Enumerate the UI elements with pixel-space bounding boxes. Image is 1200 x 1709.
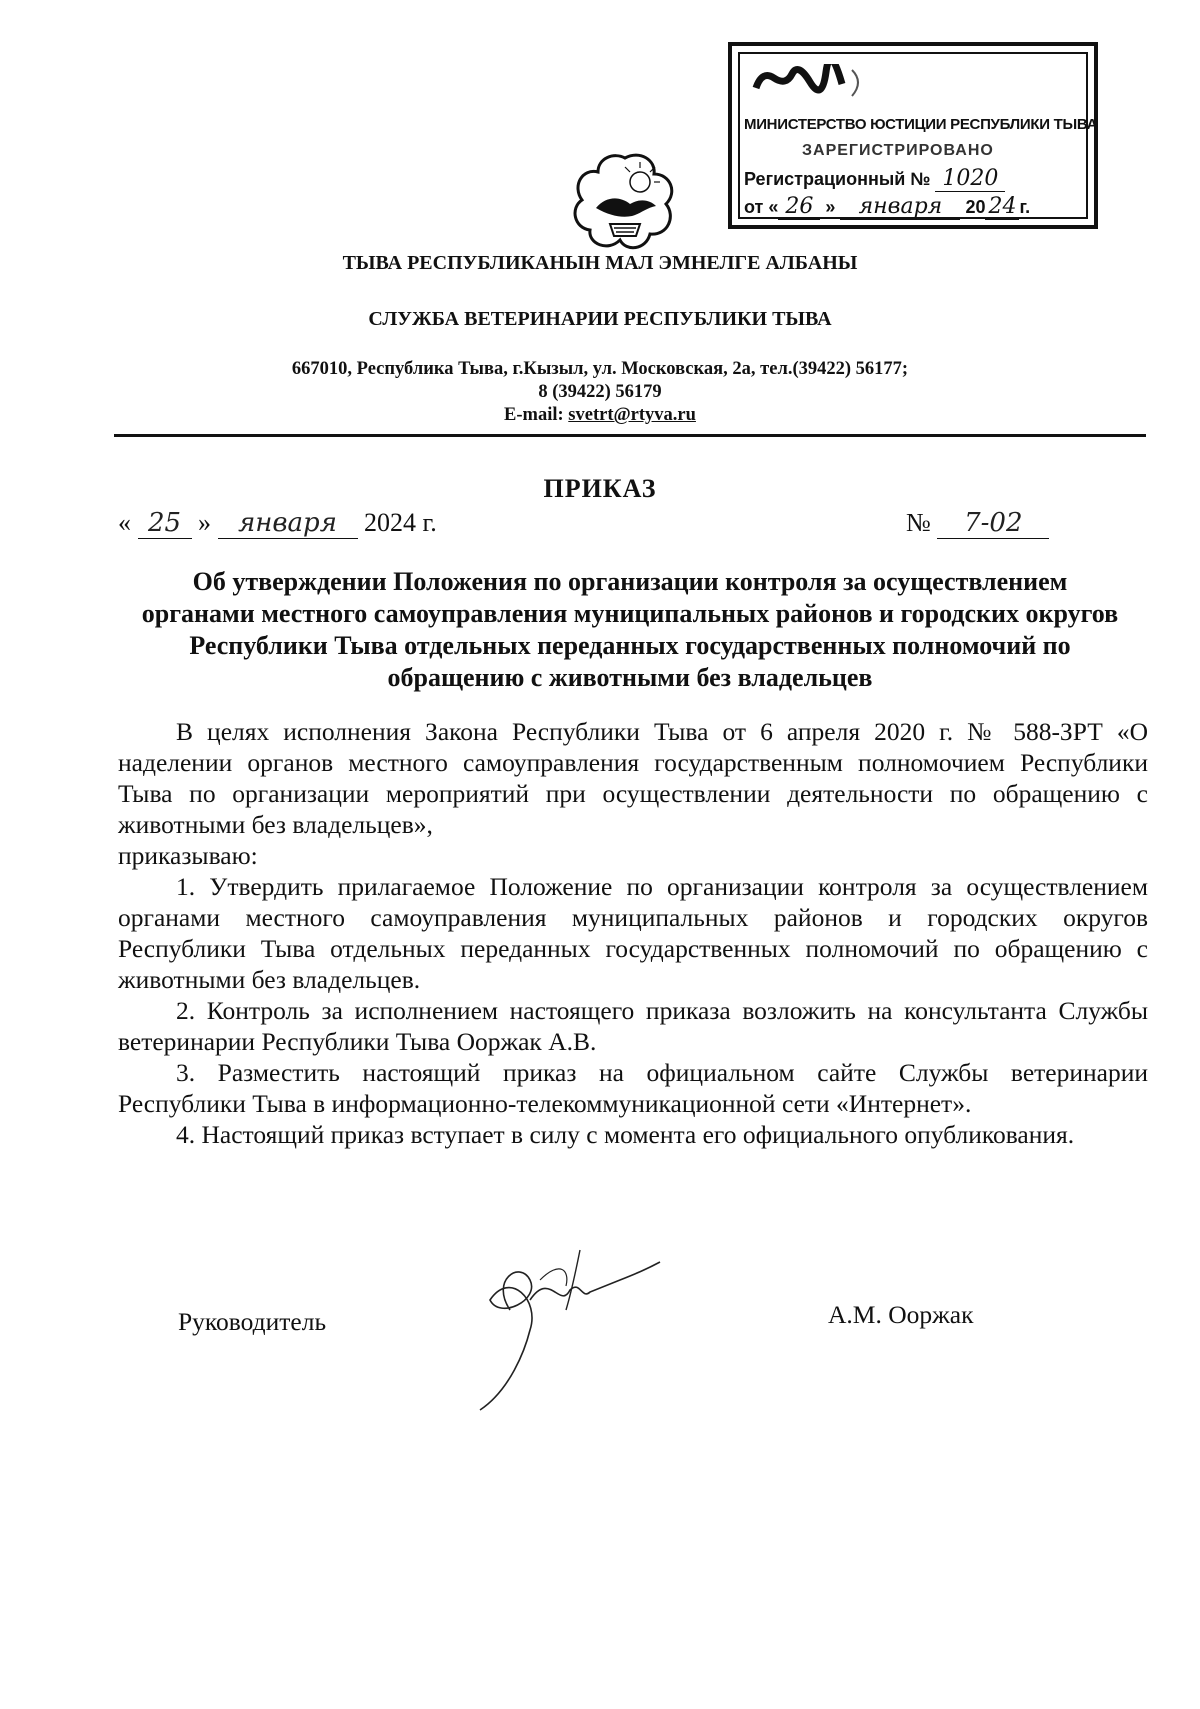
address-line-2: 8 (39422) 56179 xyxy=(538,382,662,402)
stamp-reg-line xyxy=(744,166,1005,192)
order-year: 2024 г. xyxy=(364,508,437,537)
signer-name: А.М. Ооржак xyxy=(828,1300,974,1329)
address-line-1: 667010, Республика Тыва, г.Кызыл, ул. Московская, 2а, тел.(39422) 56177; xyxy=(291,359,909,379)
stamp-reg-number: 1020 xyxy=(935,166,1005,192)
order-month: января xyxy=(218,508,358,539)
stamp-year-end: г. xyxy=(1019,197,1031,217)
stamp-status: ЗАРЕГИСТРИРОВАНО xyxy=(802,142,994,159)
stamp-year-suffix: 24 xyxy=(985,194,1019,220)
stamp-date-line xyxy=(744,194,1030,220)
order-word: приказываю: xyxy=(118,841,258,870)
order-body xyxy=(118,716,1148,1150)
registration-stamp xyxy=(728,42,1098,229)
header-divider xyxy=(114,434,1146,437)
order-subject: Об утверждении Положения по организации контроля за осуществлением органами местного самоуправления муниципальных районов и городских округов Республики Тыва отдельных переданных государственных полномочий по обращению с животными без владельцев xyxy=(141,567,1119,692)
item-3: 3. Разместить настоящий приказ на официальном сайте Службы ветеринарии Республики Тыва в информационно-телекоммуникационной сети «Интернет». xyxy=(118,1058,1148,1118)
handwritten-signature-icon xyxy=(470,1240,680,1420)
order-date-quote-close: » xyxy=(198,508,211,537)
order-title: ПРИКАЗ xyxy=(543,474,657,503)
stamp-date-mid: » xyxy=(825,197,836,217)
preamble: В целях исполнения Закона Республики Тыва от 6 апреля 2020 г. № 588-ЗРТ «О наделении органов местного самоуправления государственным полномочием Республики Тыва по организации мероприятий при осуществлении деятельности по обращению с животными без владельцев», xyxy=(118,717,1148,839)
item-4: 4. Настоящий приказ вступает в силу с момента его официального опубликования. xyxy=(176,1120,1075,1149)
stamp-date-prefix: от « xyxy=(744,197,779,217)
tuva-emblem-icon xyxy=(570,152,680,252)
signer-role: Руководитель xyxy=(178,1307,327,1336)
email-label: E-mail: xyxy=(504,405,569,425)
order-day: 25 xyxy=(138,508,192,539)
order-date-quote-open: « xyxy=(118,508,131,537)
header-russian-name: СЛУЖБА ВЕТЕРИНАРИИ РЕСПУБЛИКИ ТЫВА xyxy=(368,308,832,330)
stamp-reg-label: Регистрационный № xyxy=(744,169,931,189)
header-tuvan-name: ТЫВА РЕСПУБЛИКАНЫН МАЛ ЭМНЕЛГЕ АЛБАНЫ xyxy=(342,252,858,274)
email-link[interactable]: svetrt@rtyva.ru xyxy=(568,405,696,425)
order-number-value: 7-02 xyxy=(937,508,1049,539)
order-number xyxy=(906,508,1049,539)
stamp-day: 26 xyxy=(778,194,820,220)
order-date xyxy=(118,508,437,539)
email-line xyxy=(0,404,1200,427)
stamp-ink-blot-icon xyxy=(752,64,872,100)
item-1: 1. Утвердить прилагаемое Положение по организации контроля за осуществлением органами местного самоуправления муниципальных районов и городских округов Республики Тыва отдельных переданных государственных полномочий по обращению с животными без владельцев. xyxy=(118,872,1148,994)
stamp-year-prefix: 20 xyxy=(965,197,986,217)
header-address xyxy=(0,358,1200,427)
stamp-month: января xyxy=(840,194,960,220)
stamp-ministry-line: МИНИСТЕРСТВО ЮСТИЦИИ РЕСПУБЛИКИ ТЫВА xyxy=(744,116,1098,133)
item-2: 2. Контроль за исполнением настоящего приказа возложить на консультанта Службы ветеринарии Республики Тыва Ооржак А.В. xyxy=(118,996,1148,1056)
order-number-label: № xyxy=(906,508,931,537)
